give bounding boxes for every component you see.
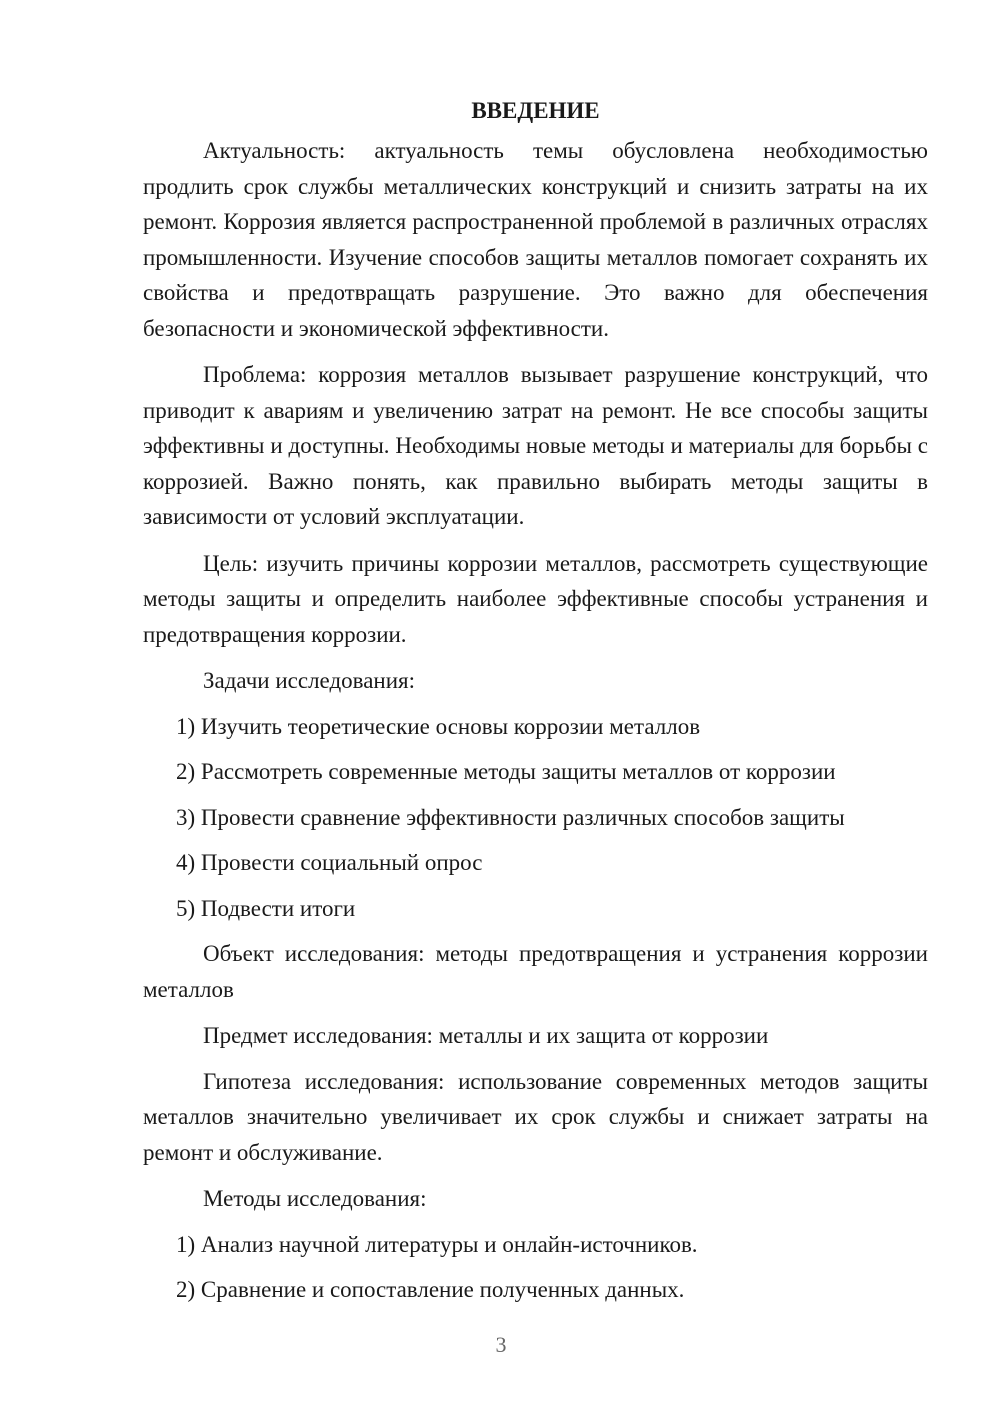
methods-list — [143, 1227, 928, 1308]
tasks-heading: Задачи исследования: — [203, 668, 416, 693]
task-item-1: 1) Изучить теоретические основы коррозии металлов — [176, 713, 701, 739]
hypothesis-paragraph: Гипотеза исследования: использование современных методов защиты металлов значительно увеличивает их срок службы и снижает затраты на ремонт и обслуживание. — [143, 1068, 928, 1165]
tasks-list — [143, 709, 928, 927]
subject-paragraph: Предмет исследования: металлы и их защита от коррозии — [203, 1023, 769, 1048]
methods-heading: Методы исследования: — [203, 1186, 427, 1211]
task-item-3: 3) Провести сравнение эффективности различных способов защиты — [176, 804, 845, 830]
object-paragraph: Объект исследования: методы предотвращения и устранения коррозии металлов — [143, 941, 928, 1002]
problem-paragraph: Проблема: коррозия металлов вызывает разрушение конструкций, что приводит к авариям и увеличению затрат на ремонт. Не все способы защиты эффективны и доступны. Необходимы новые методы и материалы для борьбы с коррозией. Важно понять, как правильно выбирать методы защиты в зависимости от условий эксплуатации. — [143, 362, 928, 529]
method-item-2: 2) Сравнение и сопоставление полученных данных. — [176, 1277, 685, 1302]
relevance-paragraph: Актуальность: актуальность темы обусловлена необходимостью продлить срок службы металлических конструкций и снизить затраты на их ремонт. Коррозия является распространенной проблемой в различных отраслях промышленности. Изучение способов защиты металлов помогает сохранять их свойства и предотвращать разрушение. Это важно для обеспечения безопасности и экономической эффективности. — [143, 138, 928, 341]
task-item-5: 5) Подвести итоги — [176, 895, 356, 921]
goal-paragraph: Цель: изучить причины коррозии металлов, рассмотреть существующие методы защиты и определить наиболее эффективные способы устранения и предотвращения коррозии. — [143, 550, 928, 647]
method-item-1: 1) Анализ научной литературы и онлайн-источников. — [176, 1231, 698, 1257]
task-item-2: 2) Рассмотреть современные методы защиты металлов от коррозии — [176, 759, 836, 784]
page-title: ВВЕДЕНИЕ — [471, 98, 600, 123]
page-content — [143, 95, 928, 1318]
page-number: 3 — [495, 1332, 507, 1357]
task-item-4: 4) Провести социальный опрос — [176, 850, 483, 875]
